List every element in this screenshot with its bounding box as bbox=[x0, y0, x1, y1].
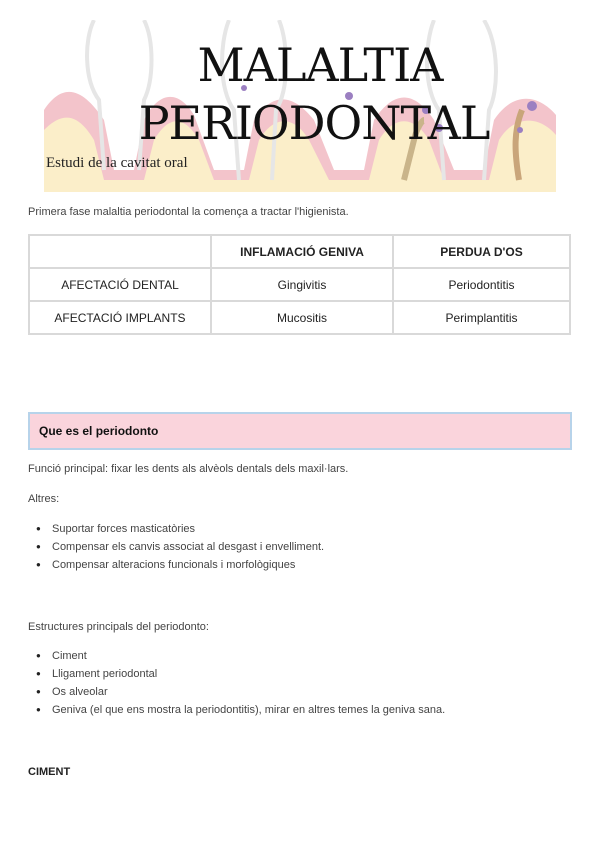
table-cell: Perimplantitis bbox=[393, 301, 570, 334]
table-header-cell: PERDUA D'OS bbox=[393, 235, 570, 268]
estructures-list bbox=[28, 647, 445, 719]
intro-text: Primera fase malaltia periodontal la comença a tractar l'higienista. bbox=[28, 206, 349, 218]
list-item: ● Ciment bbox=[28, 647, 445, 665]
table-header-cell bbox=[29, 235, 211, 268]
list-item: ● Geniva (el que ens mostra la periodontitis), mirar en altres temes la geniva sana. bbox=[28, 701, 445, 719]
section-heading: Que es el periodonto bbox=[39, 424, 159, 438]
funcio-text: Funció principal: fixar les dents als alvèols dentals dels maxil·lars. bbox=[28, 463, 349, 475]
estructures-label: Estructures principals del periodonto: bbox=[28, 621, 209, 633]
banner-subtitle: Estudi de la cavitat oral bbox=[46, 155, 188, 171]
list-item: ● Compensar alteracions funcionals i morfològiques bbox=[28, 556, 324, 574]
list-item: ● Os alveolar bbox=[28, 683, 445, 701]
table-cell: Mucositis bbox=[211, 301, 393, 334]
table-cell: Gingivitis bbox=[211, 268, 393, 301]
disease-table bbox=[28, 234, 571, 335]
section-heading-box bbox=[28, 412, 572, 450]
table-header-cell: INFLAMACIÓ GENIVA bbox=[211, 235, 393, 268]
altres-label: Altres: bbox=[28, 493, 60, 505]
table-cell: AFECTACIÓ IMPLANTS bbox=[29, 301, 211, 334]
header-banner bbox=[44, 20, 556, 192]
list-item: ● Lligament periodontal bbox=[28, 665, 445, 683]
table-row bbox=[29, 301, 570, 334]
banner-title-line1: MALALTIA bbox=[197, 38, 443, 92]
table-cell: Periodontitis bbox=[393, 268, 570, 301]
table-row bbox=[29, 268, 570, 301]
list-item: ● Compensar els canvis associat al desgast i envelliment. bbox=[28, 538, 324, 556]
table-header-row bbox=[29, 235, 570, 268]
list-item: ● Suportar forces masticatòries bbox=[28, 520, 324, 538]
altres-list bbox=[28, 520, 324, 574]
ciment-heading: CIMENT bbox=[28, 766, 71, 778]
banner-title-line2: PERIODONTAL bbox=[138, 96, 490, 150]
table-cell: AFECTACIÓ DENTAL bbox=[29, 268, 211, 301]
